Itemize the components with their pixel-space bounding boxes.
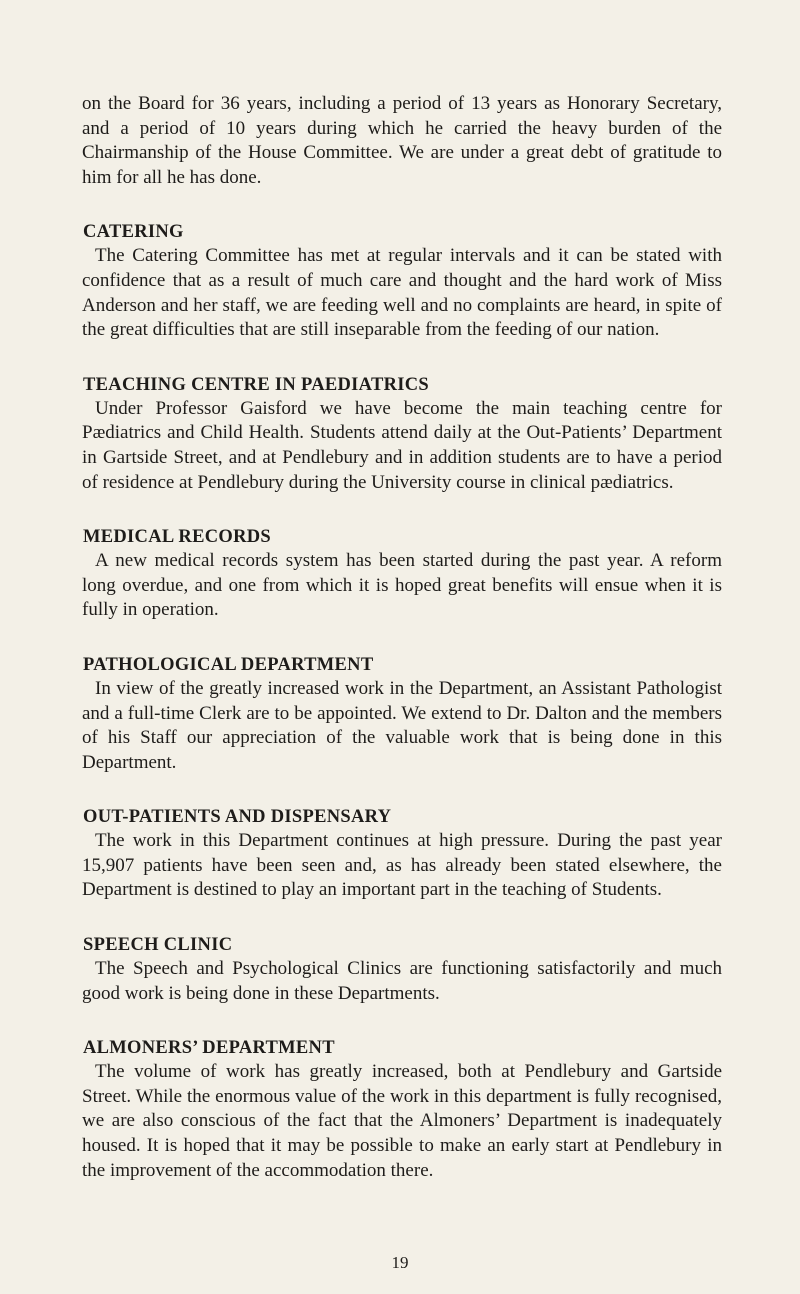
section-heading: SPEECH CLINIC: [83, 935, 233, 956]
section-pathological: [82, 653, 722, 775]
section-speech-clinic: [82, 933, 722, 1006]
opening-paragraph: on the Board for 36 years, including a period of 13 years as Honorary Secretary, and a period of 10 years during which he carried the heavy burden of the Chairmanship of the House Committee. We are under a great debt of gratitude to him for all he has done.: [82, 93, 722, 188]
section-body: The Speech and Psychological Clinics are functioning satisfactorily and much good work is being done in these Departments.: [82, 958, 722, 1004]
section-heading: PATHOLOGICAL DEPARTMENT: [83, 654, 374, 675]
section-heading: MEDICAL RECORDS: [83, 527, 271, 548]
section-almoners: [82, 1036, 722, 1183]
document-page: [82, 92, 722, 1183]
section-heading: OUT-PATIENTS AND DISPENSARY: [83, 807, 392, 828]
section-body: The Catering Committee has met at regular intervals and it can be stated with confidence that as a result of much care and thought and the hard work of Miss Anderson and her staff, we are feeding well and no complaints are heard, in spite of the great difficulties that are still inseparable from the feeding of our nation.: [82, 245, 722, 341]
section-teaching-centre: [82, 373, 722, 495]
section-heading: ALMONERS’ DEPARTMENT: [83, 1038, 335, 1059]
section-medical-records: [82, 525, 722, 623]
section-body: The work in this Department continues at high pressure. During the past year 15,907 patients have been seen and, as has already been stated elsewhere, the Department is destined to play an important part in the teaching of Students.: [82, 830, 722, 901]
section-heading: CATERING: [83, 222, 184, 243]
section-body: A new medical records system has been started during the past year. A reform long overdue, and one from which it is hoped great benefits will ensue when it is fully in operation.: [82, 550, 722, 621]
section-body: Under Professor Gaisford we have become the main teaching centre for Pædiatrics and Child Health. Students attend daily at the Out-Patients’ Department in Gartside Street, and at Pendlebury and in addition students are to have a period of residence at Pendlebury during the University course in clinical pædiatrics.: [82, 397, 722, 493]
section-heading: TEACHING CENTRE IN PAEDIATRICS: [83, 374, 429, 395]
section-catering: [82, 220, 722, 342]
section-out-patients: [82, 805, 722, 903]
page-number: 19: [391, 1253, 409, 1272]
section-body: In view of the greatly increased work in the Department, an Assistant Pathologist and a full-time Clerk are to be appointed. We extend to Dr. Dalton and the members of his Staff our appreciation of the valuable work that is being done in this Department.: [82, 677, 722, 773]
section-body: The volume of work has greatly increased, both at Pendlebury and Gartside Street. While the enormous value of the work in this department is fully recognised, we are also conscious of the fact that the Almoners’ Department is inadequately housed. It is hoped that it may be possible to make an early start at Pendlebury in the improvement of the accommodation there.: [82, 1061, 722, 1181]
